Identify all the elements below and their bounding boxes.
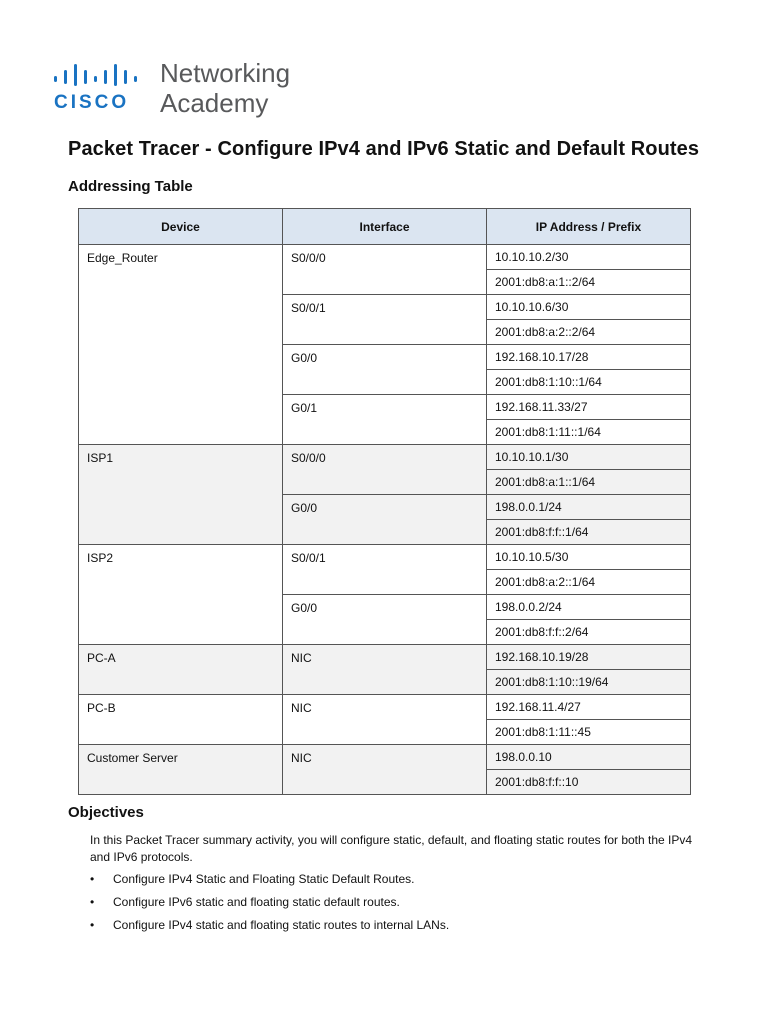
interface-cell: G0/0 xyxy=(283,595,487,645)
table-row xyxy=(79,445,691,470)
table-header-row xyxy=(79,209,691,245)
addressing-table-body xyxy=(79,245,691,795)
ipv4-address-cell: 198.0.0.2/24 xyxy=(487,595,691,620)
ipv6-address-cell: 2001:db8:1:11::1/64 xyxy=(487,420,691,445)
interface-cell: S0/0/0 xyxy=(283,245,487,295)
interface-cell: NIC xyxy=(283,745,487,795)
logo-line-academy: Academy xyxy=(160,88,269,118)
ipv6-address-cell: 2001:db8:a:1::1/64 xyxy=(487,470,691,495)
ipv6-address-cell: 2001:db8:1:10::19/64 xyxy=(487,670,691,695)
ipv6-address-cell: 2001:db8:a:2::2/64 xyxy=(487,320,691,345)
objective-text: Configure IPv6 static and floating static default routes. xyxy=(113,895,400,909)
device-cell: Edge_Router xyxy=(79,245,283,445)
device-cell: Customer Server xyxy=(79,745,283,795)
ipv6-address-cell: 2001:db8:f:f::2/64 xyxy=(487,620,691,645)
column-header-device: Device xyxy=(79,209,283,245)
device-cell: ISP2 xyxy=(79,545,283,645)
table-row xyxy=(79,645,691,670)
bullet-icon: • xyxy=(90,895,95,909)
objectives-intro: In this Packet Tracer summary activity, you will configure static, default, and floating static routes for both the IPv4 and IPv6 protocols. xyxy=(90,833,693,864)
interface-cell: S0/0/1 xyxy=(283,545,487,595)
interface-cell: S0/0/0 xyxy=(283,445,487,495)
objective-text: Configure IPv4 static and floating static routes to internal LANs. xyxy=(113,918,450,932)
interface-cell: NIC xyxy=(283,695,487,745)
list-item xyxy=(90,871,700,894)
ipv4-address-cell: 192.168.10.17/28 xyxy=(487,345,691,370)
ipv4-address-cell: 192.168.11.4/27 xyxy=(487,695,691,720)
table-row xyxy=(79,695,691,720)
cisco-networking-academy-logo xyxy=(54,58,314,118)
cisco-wordmark: CISCO xyxy=(54,92,130,113)
device-cell: PC-B xyxy=(79,695,283,745)
logo-line-networking: Networking xyxy=(160,58,291,88)
ipv6-address-cell: 2001:db8:f:f::10 xyxy=(487,770,691,795)
cisco-bridge-bars-icon xyxy=(54,64,146,90)
objectives-list xyxy=(90,871,700,940)
interface-cell: NIC xyxy=(283,645,487,695)
ipv4-address-cell: 10.10.10.2/30 xyxy=(487,245,691,270)
table-row xyxy=(79,745,691,770)
ipv6-address-cell: 2001:db8:a:1::2/64 xyxy=(487,270,691,295)
list-item xyxy=(90,894,700,917)
page-title: Packet Tracer - Configure IPv4 and IPv6 Static and Default Routes xyxy=(68,138,700,160)
bullet-icon: • xyxy=(90,918,95,932)
ipv6-address-cell: 2001:db8:1:10::1/64 xyxy=(487,370,691,395)
column-header-ip-address: IP Address / Prefix xyxy=(487,209,691,245)
ipv4-address-cell: 10.10.10.1/30 xyxy=(487,445,691,470)
addressing-table-heading: Addressing Table xyxy=(68,178,193,195)
interface-cell: S0/0/1 xyxy=(283,295,487,345)
ipv4-address-cell: 10.10.10.6/30 xyxy=(487,295,691,320)
column-header-interface: Interface xyxy=(283,209,487,245)
objective-text: Configure IPv4 Static and Floating Static Default Routes. xyxy=(113,872,415,886)
ipv4-address-cell: 192.168.11.33/27 xyxy=(487,395,691,420)
device-cell: ISP1 xyxy=(79,445,283,545)
ipv6-address-cell: 2001:db8:1:11::45 xyxy=(487,720,691,745)
bullet-icon: • xyxy=(90,872,95,886)
ipv4-address-cell: 192.168.10.19/28 xyxy=(487,645,691,670)
ipv6-address-cell: 2001:db8:f:f::1/64 xyxy=(487,520,691,545)
interface-cell: G0/0 xyxy=(283,345,487,395)
addressing-table xyxy=(78,208,691,795)
ipv4-address-cell: 198.0.0.1/24 xyxy=(487,495,691,520)
list-item xyxy=(90,917,700,940)
interface-cell: G0/1 xyxy=(283,395,487,445)
ipv4-address-cell: 198.0.0.10 xyxy=(487,745,691,770)
table-row xyxy=(79,545,691,570)
objectives-heading: Objectives xyxy=(68,804,144,821)
ipv4-address-cell: 10.10.10.5/30 xyxy=(487,545,691,570)
ipv6-address-cell: 2001:db8:a:2::1/64 xyxy=(487,570,691,595)
table-row xyxy=(79,245,691,270)
device-cell: PC-A xyxy=(79,645,283,695)
interface-cell: G0/0 xyxy=(283,495,487,545)
